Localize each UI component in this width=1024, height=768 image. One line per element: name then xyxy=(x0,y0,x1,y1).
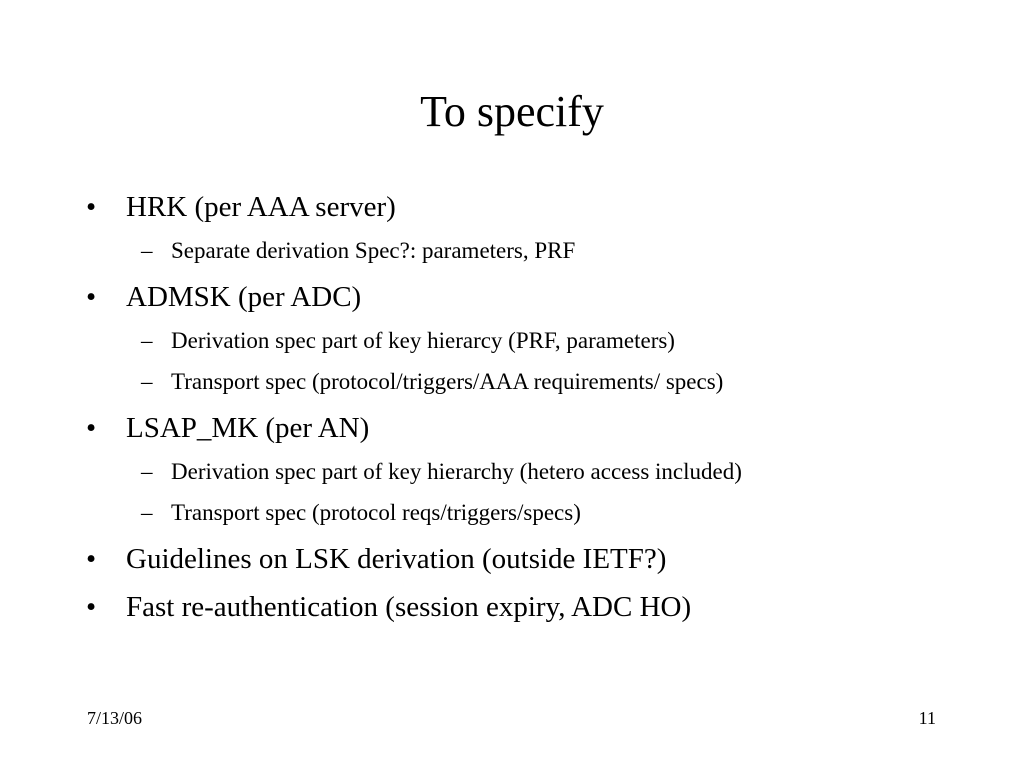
bullet-text: Guidelines on LSK derivation (outside IETF?) xyxy=(126,543,667,575)
sub-bullet-marker: – xyxy=(141,328,153,353)
bullet-text: Fast re-authentication (session expiry, ADC HO) xyxy=(126,591,692,623)
sub-bullet-text: Transport spec (protocol/triggers/AAA requirements/ specs) xyxy=(171,369,724,394)
footer-date: 7/13/06 xyxy=(87,708,143,728)
sub-bullet-marker: – xyxy=(141,459,153,484)
sub-bullet-text: Separate derivation Spec?: parameters, PRF xyxy=(171,238,576,263)
slide-title: To specify xyxy=(420,87,604,136)
bullet-marker: • xyxy=(86,412,97,444)
sub-bullet-text: Derivation spec part of key hierarchy (hetero access included) xyxy=(171,459,742,484)
sub-bullet-text: Transport spec (protocol reqs/triggers/specs) xyxy=(171,500,581,525)
bullet-text: HRK (per AAA server) xyxy=(126,191,396,223)
bullet-marker: • xyxy=(86,191,97,223)
bullet-marker: • xyxy=(86,281,97,313)
sub-bullet-marker: – xyxy=(141,369,153,394)
sub-bullet-text: Derivation spec part of key hierarcy (PRF, parameters) xyxy=(171,328,675,353)
sub-bullet-marker: – xyxy=(141,500,153,525)
bullet-text: ADMSK (per ADC) xyxy=(126,281,362,313)
bullet-marker: • xyxy=(86,543,97,575)
sub-bullet-marker: – xyxy=(141,238,153,263)
bullet-marker: • xyxy=(86,591,97,623)
page-number: 11 xyxy=(918,708,936,728)
bullet-text: LSAP_MK (per AN) xyxy=(126,412,370,444)
